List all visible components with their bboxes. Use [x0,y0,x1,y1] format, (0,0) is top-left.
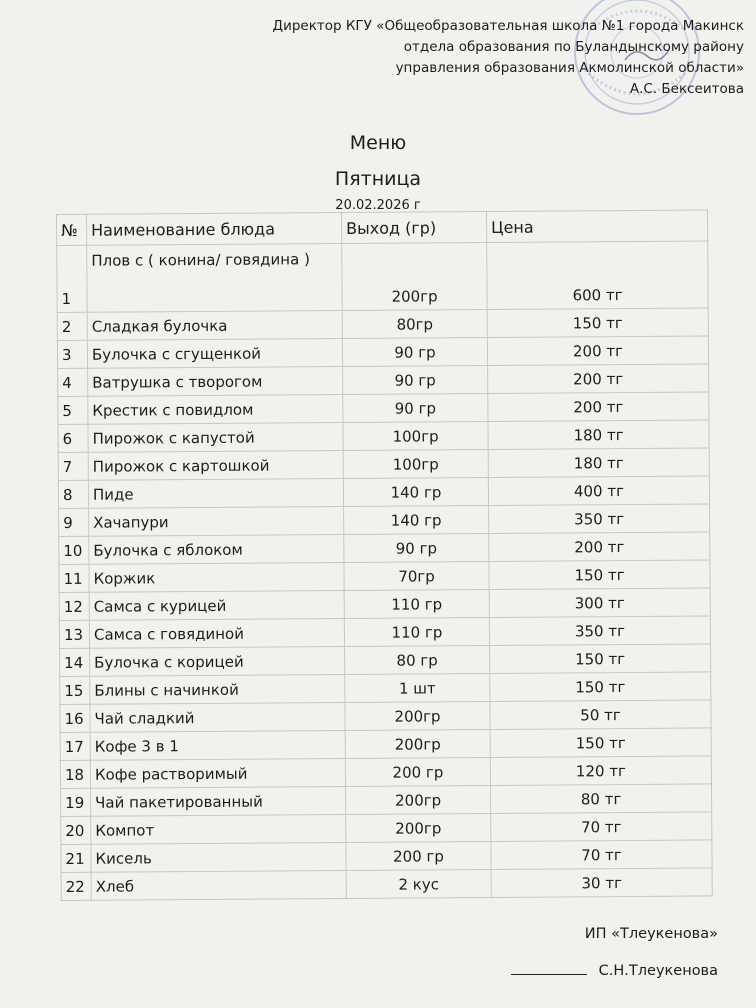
cell-price: 200 тг [489,532,710,562]
cell-dish-name: Коржик [89,562,344,592]
cell-number: 21 [61,844,91,872]
cell-output: 110 гр [344,589,489,618]
table-row [58,448,709,481]
signatory-name: С.Н.Тлеукенова [598,963,718,979]
cell-output: 100гр [343,421,488,450]
cell-output: 200гр [345,701,490,730]
cell-dish-name: Пирожок с капустой [88,423,343,453]
menu-date: 20.02.2026 г [335,198,421,213]
table-row [57,336,708,369]
header-number: № [57,214,87,245]
cell-number: 22 [61,872,91,900]
cell-number: 19 [61,788,91,816]
signature-line [511,962,587,975]
cell-output: 110 гр [344,617,489,646]
cell-output: 200 гр [345,757,490,786]
cell-number: 7 [58,452,88,480]
table-row [60,756,711,789]
cell-number: 8 [58,480,88,508]
day-of-week: Пятница [334,168,422,190]
cell-number: 15 [60,676,90,704]
cell-price: 150 тг [490,672,711,702]
cell-price: 80 тг [491,784,712,814]
cell-number: 2 [57,312,87,340]
cell-output: 80гр [342,309,487,338]
header-dish-name: Наименование блюда [87,213,342,246]
table-row [61,784,712,817]
cell-price: 50 тг [490,700,711,730]
table-row [59,588,710,621]
cell-output: 200гр [345,729,490,758]
cell-output: 70гр [344,561,489,590]
cell-output: 90 гр [342,337,487,366]
cell-price: 180 тг [488,448,709,478]
cell-price: 150 тг [490,644,711,674]
cell-dish-name: Хлеб [91,870,346,900]
approval-block [273,16,744,100]
cell-number: 20 [61,816,91,844]
cell-output: 100гр [343,449,488,478]
cell-dish-name: Кофе 3 в 1 [90,730,345,760]
page-title: Меню [349,132,407,154]
table-header-row [57,210,708,246]
cell-number: 1 [57,245,87,312]
cell-number: 4 [58,368,88,396]
cell-price: 600 тг [487,241,708,310]
cell-output: 1 шт [345,673,490,702]
cell-dish-name: Ватрушка с творогом [88,367,343,397]
cell-output: 2 кус [346,869,491,898]
cell-number: 14 [60,648,90,676]
table-row [58,364,709,397]
table-row [61,840,712,873]
cell-price: 70 тг [491,840,712,870]
cell-dish-name: Сладкая булочка [87,311,342,341]
cell-dish-name: Хачапури [89,506,344,536]
cell-dish-name: Чай пакетированный [91,786,346,816]
cell-output: 200 гр [346,841,491,870]
table-row [58,392,709,425]
cell-dish-name: Булочка с яблоком [89,534,344,564]
cell-number: 6 [58,424,88,452]
approval-line-1: Директор КГУ «Общеобразовательная школа №1 города Макинск [272,18,744,34]
cell-price: 150 тг [487,308,708,338]
cell-output: 90 гр [344,533,489,562]
table-row [60,728,711,761]
cell-number: 11 [59,564,89,592]
table-row [58,476,709,509]
cell-output: 90 гр [343,365,488,394]
cell-dish-name: Самса с говядиной [89,618,344,648]
cell-price: 200 тг [488,392,709,422]
cell-output: 200гр [342,242,487,310]
cell-dish-name: Чай сладкий [90,702,345,732]
header-output: Выход (гр) [341,211,486,243]
table-row [58,420,709,453]
approval-signatory: А.С. Бексеитова [629,81,744,97]
table-row [59,504,710,537]
header-price: Цена [486,210,707,243]
cell-price: 200 тг [488,364,709,394]
table-row [59,616,710,649]
table-row [57,308,708,341]
cell-price: 120 тг [490,756,711,786]
cell-price: 70 тг [491,812,712,842]
cell-number: 16 [60,704,90,732]
cell-number: 10 [59,536,89,564]
signature-block [511,962,718,979]
cell-output: 80 гр [345,645,490,674]
cell-number: 13 [59,620,89,648]
cell-number: 3 [57,340,87,368]
table-row [60,644,711,677]
cell-price: 200 тг [487,336,708,366]
cell-dish-name: Крестик с повидлом [88,395,343,425]
cell-price: 30 тг [491,868,712,898]
cell-output: 200гр [346,813,491,842]
cell-dish-name: Булочка с сгущенкой [87,339,342,369]
cell-output: 140 гр [343,477,488,506]
cell-output: 200гр [346,785,491,814]
cell-price: 350 тг [489,616,710,646]
table-row [59,560,710,593]
cell-dish-name: Блины с начинкой [90,674,345,704]
cell-number: 17 [60,732,90,760]
cell-dish-name: Кофе растворимый [90,758,345,788]
table-row [61,868,712,901]
cell-dish-name: Пирожок с картошкой [88,451,343,481]
table-row [59,532,710,565]
approval-line-3: управления образования Акмолинской области» [395,60,744,76]
approval-line-2: отдела образования по Буландынскому району [403,39,744,55]
cell-dish-name: Плов с ( конина/ говядина ) [87,244,342,313]
cell-number: 9 [59,508,89,536]
menu-table [56,209,713,901]
cell-dish-name: Булочка с корицей [90,646,345,676]
menu-rows [57,241,713,901]
cell-number: 12 [59,592,89,620]
cell-number: 5 [58,396,88,424]
table-row [60,672,711,705]
cell-dish-name: Кисель [91,842,346,872]
table-row [61,812,712,845]
cell-price: 300 тг [489,588,710,618]
cell-price: 150 тг [490,728,711,758]
table-row [60,700,711,733]
cell-dish-name: Пиде [88,479,343,509]
cell-output: 140 гр [344,505,489,534]
cell-price: 400 тг [488,476,709,506]
table-row [57,241,708,313]
cell-number: 18 [60,760,90,788]
cell-dish-name: Компот [91,814,346,844]
cell-price: 150 тг [489,560,710,590]
cell-output: 90 гр [343,393,488,422]
cell-dish-name: Самса с курицей [89,590,344,620]
cell-price: 180 тг [488,420,709,450]
company-name: ИП «Тлеукенова» [584,926,718,942]
cell-price: 350 тг [489,504,710,534]
